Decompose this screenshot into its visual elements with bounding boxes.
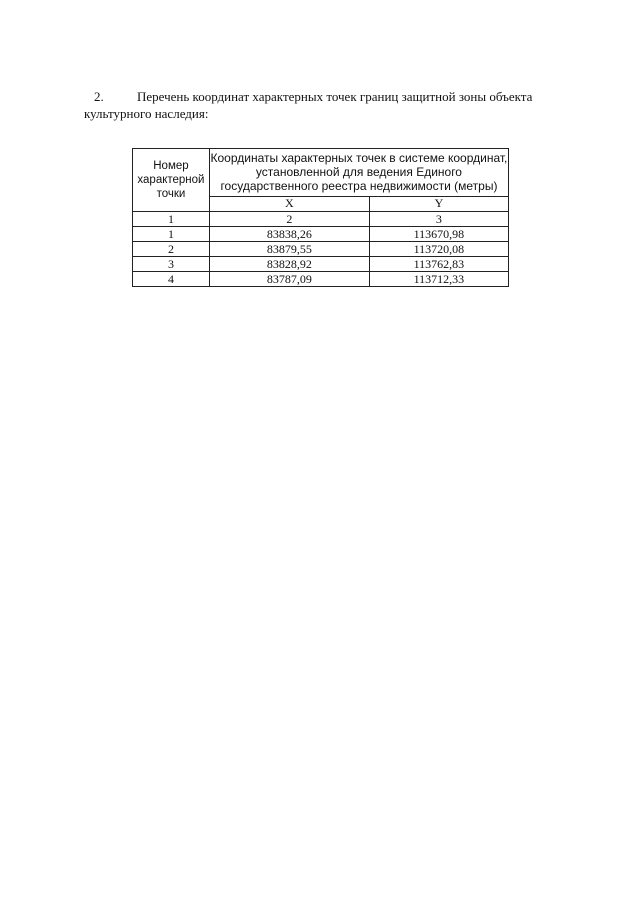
header-point-number: Номер характерной точки [133, 149, 210, 212]
coordinates-table [132, 148, 509, 287]
header-coordinates: Координаты характерных точек в системе координат, установленной для ведения Единого государственного реестра недвижимости (метры) [209, 149, 508, 197]
y-value-cell: 113720,08 [369, 242, 508, 257]
heading-line-1 [94, 88, 554, 105]
numbering-cell-3: 3 [369, 212, 508, 227]
table-numbering-row [133, 212, 509, 227]
table-row [133, 242, 509, 257]
section-number: 2. [94, 89, 104, 104]
x-value-cell: 83828,92 [209, 257, 369, 272]
table-row [133, 227, 509, 242]
heading-text-line-1: Перечень координат характерных точек границ защитной зоны объекта [137, 89, 533, 104]
numbering-cell-2: 2 [209, 212, 369, 227]
y-value-cell: 113762,83 [369, 257, 508, 272]
header-y: Y [369, 196, 508, 211]
point-number-cell: 3 [133, 257, 210, 272]
point-number-cell: 1 [133, 227, 210, 242]
table-row [133, 257, 509, 272]
numbering-cell-1: 1 [133, 212, 210, 227]
header-x: X [209, 196, 369, 211]
heading-text-line-2: культурного наследия: [84, 106, 209, 121]
point-number-cell: 4 [133, 272, 210, 287]
x-value-cell: 83787,09 [209, 272, 369, 287]
section-heading [84, 88, 554, 122]
table-header-row [133, 149, 509, 197]
x-value-cell: 83838,26 [209, 227, 369, 242]
y-value-cell: 113670,98 [369, 227, 508, 242]
point-number-cell: 2 [133, 242, 210, 257]
table-row [133, 272, 509, 287]
x-value-cell: 83879,55 [209, 242, 369, 257]
y-value-cell: 113712,33 [369, 272, 508, 287]
